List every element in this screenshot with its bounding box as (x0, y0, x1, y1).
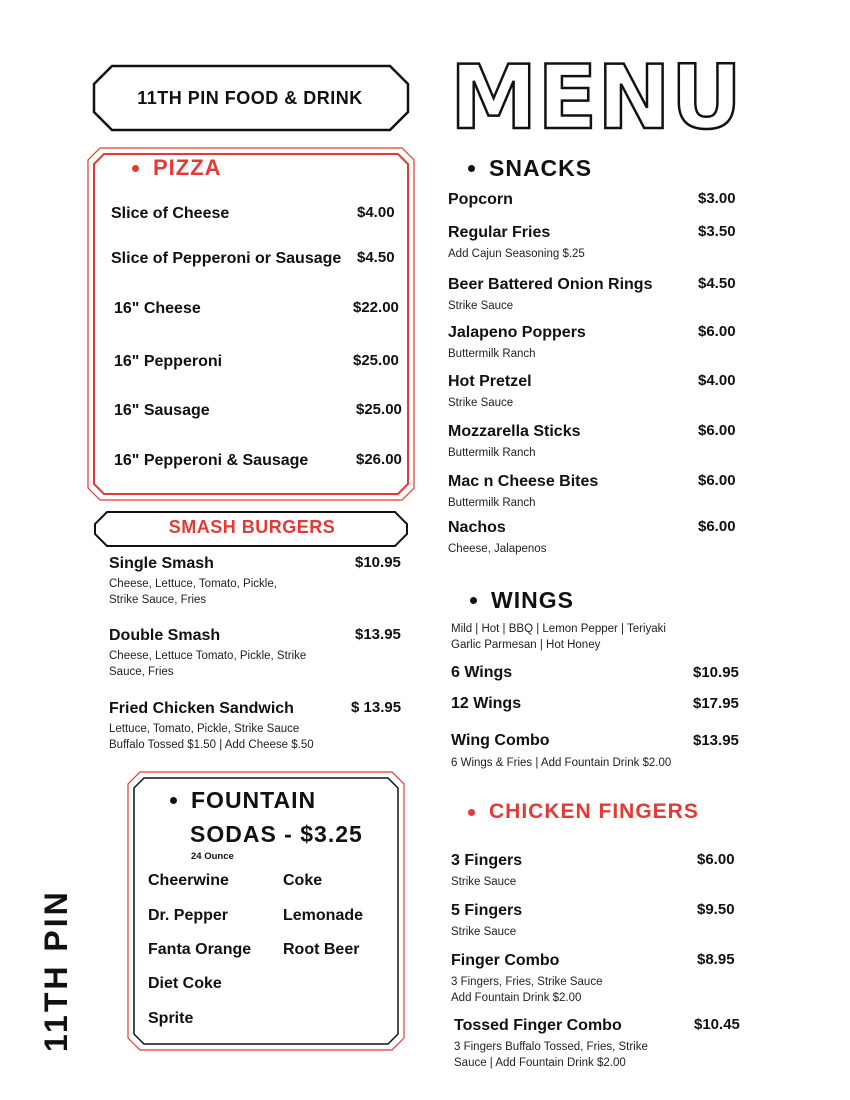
restaurant-name: 11TH PIN FOOD & DRINK (137, 87, 363, 108)
snack-item-price: $3.00 (698, 190, 736, 207)
pizza-title-text: PIZZA (153, 155, 222, 180)
snack-item-desc: Cheese, Jalapenos (448, 543, 547, 555)
wing-item-price: $13.95 (693, 732, 739, 749)
wings-flavors-line1: Mild | Hot | BBQ | Lemon Pepper | Teriyaki (451, 623, 666, 635)
burger-item-name: Single Smash (109, 555, 214, 572)
finger-item-desc: Strike Sauce (451, 876, 517, 888)
pizza-item-name: Slice of Pepperoni or Sausage (111, 250, 342, 267)
snack-item-desc: Strike Sauce (448, 397, 514, 409)
snack-item-price: $6.00 (698, 472, 736, 489)
finger-item-desc: Strike Sauce (451, 926, 517, 938)
burger-item-price: $10.95 (355, 554, 401, 571)
finger-item-name: 5 Fingers (451, 902, 523, 919)
wing-item-name: 6 Wings (451, 664, 513, 681)
menu-heading (448, 48, 748, 143)
finger-item-price: $6.00 (697, 851, 735, 868)
bullet-icon (470, 597, 477, 604)
sodas-title (170, 787, 316, 814)
finger-item-price: $9.50 (697, 901, 735, 918)
finger-item-price: $8.95 (697, 951, 735, 968)
finger-item-name: Finger Combo (451, 952, 560, 969)
snack-item-desc: Buttermilk Ranch (448, 447, 536, 459)
snack-item-price: $3.50 (698, 223, 736, 240)
sodas-title-line1: FOUNTAIN (191, 787, 317, 813)
finger-item-name: 3 Fingers (451, 852, 523, 869)
pizza-frame (86, 146, 416, 502)
snack-item-price: $6.00 (698, 323, 736, 340)
snack-item-name: Popcorn (448, 191, 513, 208)
finger-item-desc: Sauce | Add Fountain Drink $2.00 (454, 1057, 626, 1069)
finger-item-desc: 3 Fingers Buffalo Tossed, Fries, Strike (454, 1041, 648, 1053)
bullet-icon (170, 797, 177, 804)
soda-item: Sprite (148, 1010, 194, 1027)
pizza-item-name: 16" Cheese (114, 300, 201, 317)
burger-item-name: Fried Chicken Sandwich (109, 700, 294, 717)
burger-item-name: Double Smash (109, 627, 221, 644)
snack-item-price: $4.00 (698, 372, 736, 389)
menu-heading-text: MENU (450, 48, 742, 143)
soda-item: Fanta Orange (148, 941, 252, 958)
snack-item-name: Jalapeno Poppers (448, 324, 586, 341)
snacks-title-text: SNACKS (489, 155, 593, 181)
snack-item-name: Regular Fries (448, 224, 551, 241)
burgers-title: SMASH BURGERS (168, 517, 336, 537)
finger-item-name: Tossed Finger Combo (454, 1017, 622, 1034)
burger-item-price: $ 13.95 (351, 699, 402, 716)
wing-item-desc: 6 Wings & Fries | Add Fountain Drink $2.00 (451, 757, 672, 769)
snack-item-desc: Strike Sauce (448, 300, 514, 312)
fingers-title-text: CHICKEN FINGERS (489, 800, 699, 823)
snack-item-price: $6.00 (698, 422, 736, 439)
sodas-size: 24 Ounce (191, 851, 234, 862)
pizza-item-price: $25.00 (353, 352, 399, 369)
pizza-title (132, 155, 222, 181)
wings-title (470, 587, 574, 614)
soda-item: Lemonade (283, 907, 364, 924)
finger-item-desc: 3 Fingers, Fries, Strike Sauce (451, 976, 603, 988)
soda-item: Dr. Pepper (148, 907, 229, 924)
pizza-item-price: $25.00 (356, 401, 402, 418)
wing-item-price: $10.95 (693, 664, 739, 681)
snack-item-name: Nachos (448, 519, 506, 536)
pizza-item-name: 16" Sausage (114, 402, 210, 419)
snack-item-desc: Buttermilk Ranch (448, 497, 536, 509)
burger-item-desc: Strike Sauce, Fries (109, 594, 207, 606)
sodas-title-line2: SODAS - $3.25 (190, 821, 363, 847)
pizza-item-name: 16" Pepperoni (114, 353, 223, 370)
wing-item-name: Wing Combo (451, 732, 550, 749)
finger-item-price: $10.45 (694, 1016, 740, 1033)
wing-item-price: $17.95 (693, 695, 739, 712)
burger-item-desc: Cheese, Lettuce, Tomato, Pickle, (109, 578, 277, 590)
bullet-icon (468, 809, 475, 816)
snack-item-name: Mac n Cheese Bites (448, 473, 599, 490)
bullet-icon (468, 165, 475, 172)
snack-item-name: Beer Battered Onion Rings (448, 276, 653, 293)
burger-item-desc: Sauce, Fries (109, 666, 174, 678)
pizza-item-name: Slice of Cheese (111, 205, 230, 222)
snacks-title (468, 155, 592, 182)
snack-item-name: Mozzarella Sticks (448, 423, 581, 440)
soda-item: Diet Coke (148, 975, 222, 992)
fingers-title (468, 800, 699, 824)
bullet-icon (132, 165, 139, 172)
soda-item: Coke (283, 872, 323, 889)
pizza-item-price: $22.00 (353, 299, 399, 316)
finger-item-desc: Add Fountain Drink $2.00 (451, 992, 582, 1004)
soda-item: Cheerwine (148, 872, 229, 889)
snack-item-desc: Buttermilk Ranch (448, 348, 536, 360)
soda-item: Root Beer (283, 941, 360, 958)
burger-item-desc: Lettuce, Tomato, Pickle, Strike Sauce (109, 723, 300, 735)
wings-flavors-line2: Garlic Parmesan | Hot Honey (451, 639, 601, 651)
snack-item-name: Hot Pretzel (448, 373, 532, 390)
burger-item-price: $13.95 (355, 626, 401, 643)
pizza-item-price: $26.00 (356, 451, 402, 468)
burger-item-desc: Buffalo Tossed $1.50 | Add Cheese $.50 (109, 739, 314, 751)
side-label: 11TH PIN (38, 889, 74, 1052)
snack-item-price: $6.00 (698, 518, 736, 535)
snack-item-price: $4.50 (698, 275, 736, 292)
burger-item-desc: Cheese, Lettuce Tomato, Pickle, Strike (109, 650, 307, 662)
wings-title-text: WINGS (491, 587, 574, 613)
wing-item-name: 12 Wings (451, 695, 522, 712)
snack-item-desc: Add Cajun Seasoning $.25 (448, 248, 585, 260)
pizza-item-price: $4.50 (357, 249, 395, 266)
pizza-item-price: $4.00 (357, 204, 395, 221)
pizza-item-name: 16" Pepperoni & Sausage (114, 452, 309, 469)
